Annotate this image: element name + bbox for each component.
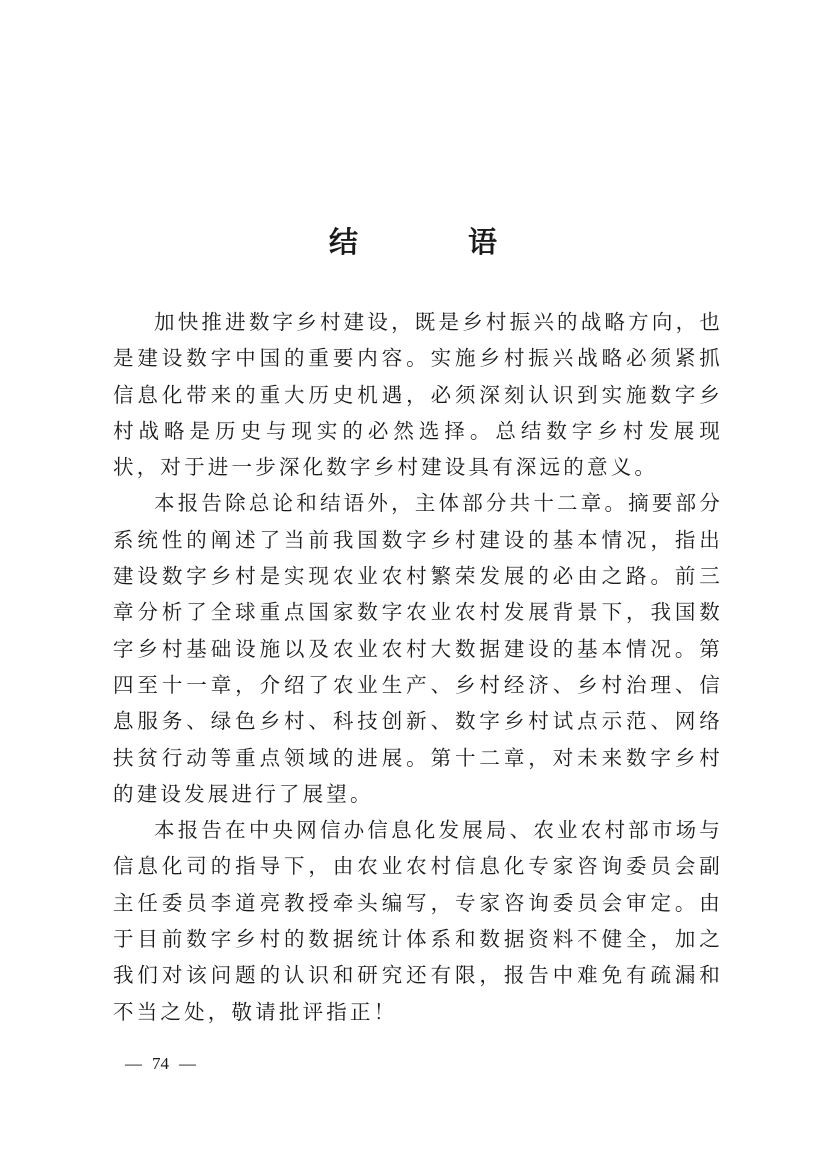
page-number-footer xyxy=(125,1052,196,1076)
page-number-dash-right: — xyxy=(179,1054,196,1073)
paragraph-1: 加快推进数字乡村建设，既是乡村振兴的战略方向，也是建设数字中国的重要内容。实施乡村振兴战略必须紧抓信息化带来的重大历史机遇，必须深刻认识到实施数字乡村战略是历史与现实的必然选择。总结数字乡村发展现状，对于进一步深化数字乡村建设具有深远的意义。 xyxy=(113,310,723,480)
paragraph-3: 本报告在中央网信办信息化发展局、农业农村部市场与信息化司的指导下，由农业农村信息化专家咨询委员会副主任委员李道亮教授牵头编写，专家咨询委员会审定。由于目前数字乡村的数据统计体系和数据资料不健全，加之我们对该问题的认识和研究还有限，报告中难免有疏漏和不当之处，敬请批评指正！ xyxy=(113,818,723,1024)
page-title: 结 语 xyxy=(328,225,548,259)
page-number-dash-left: — xyxy=(125,1054,142,1073)
page-number: 74 xyxy=(152,1054,169,1073)
paragraph-2: 本报告除总论和结语外，主体部分共十二章。摘要部分系统性的阐述了当前我国数字乡村建设的基本情况，指出建设数字乡村是实现农业农村繁荣发展的必由之路。前三章分析了全球重点国家数字农业农村发展背景下，我国数字乡村基础设施以及农业农村大数据建设的基本情况。第四至十一章，介绍了农业生产、乡村经济、乡村治理、信息服务、绿色乡村、科技创新、数字乡村试点示范、网络扶贫行动等重点领域的进展。第十二章，对未来数字乡村的建设发展进行了展望。 xyxy=(113,491,723,806)
body-text xyxy=(113,304,723,1030)
